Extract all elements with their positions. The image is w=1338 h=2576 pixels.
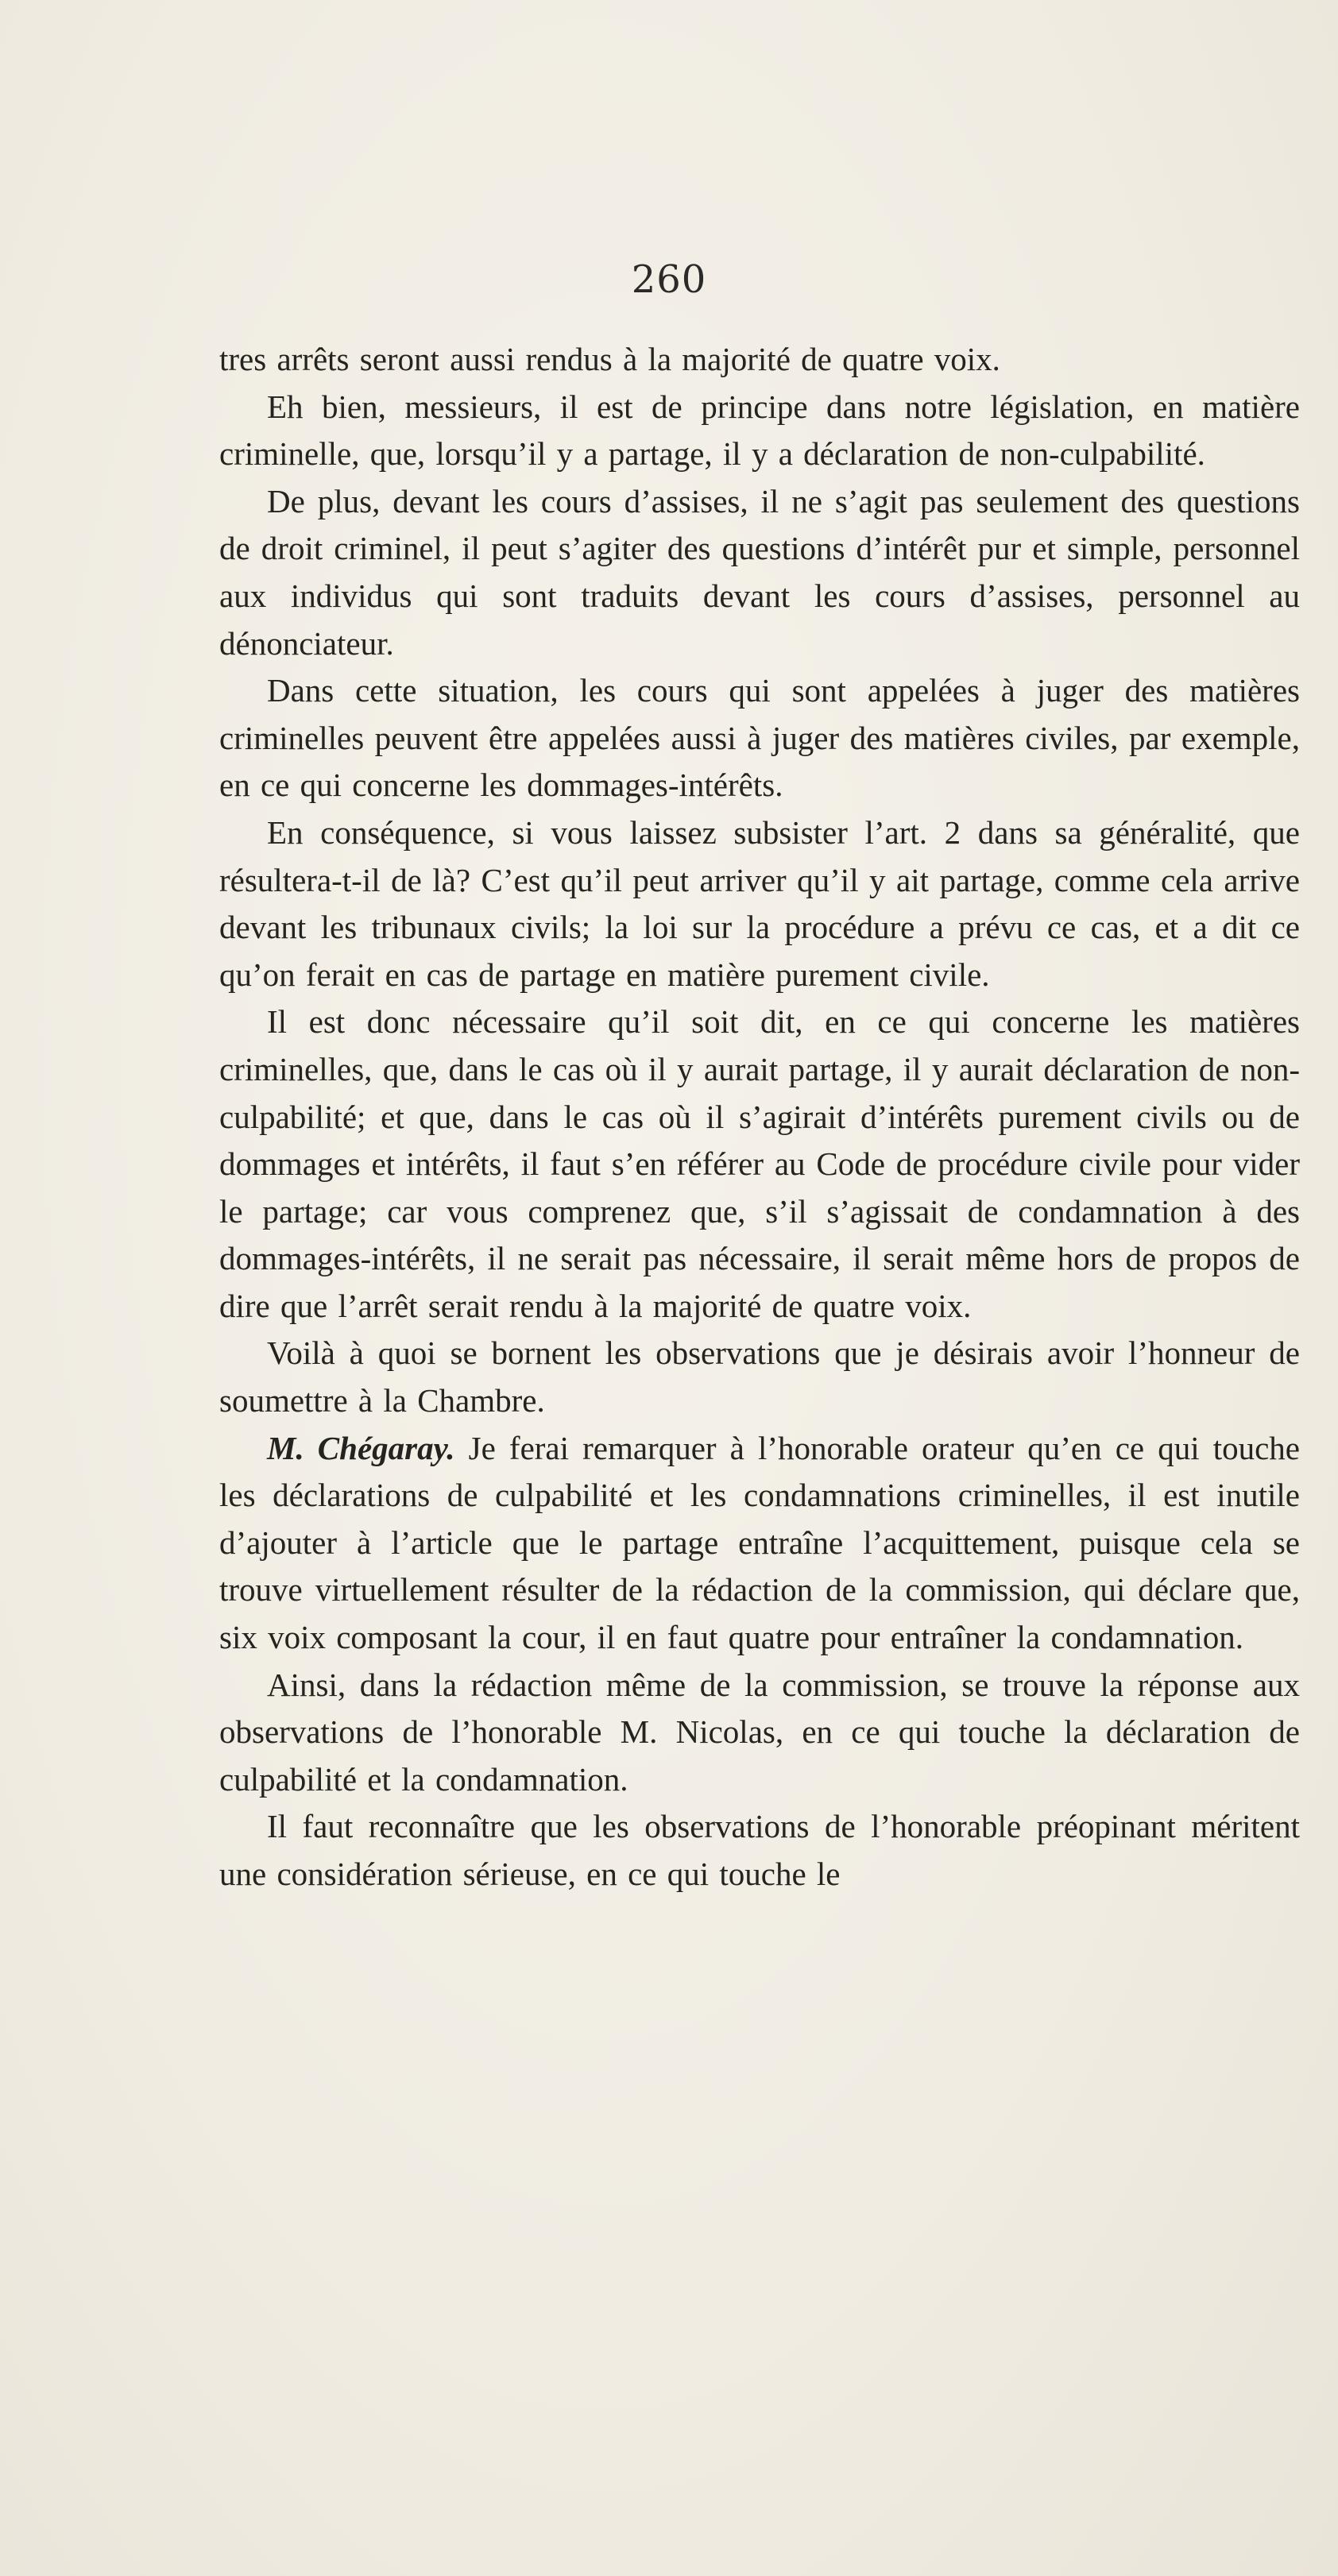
paragraph-text: Eh bien, messieurs, il est de principe dans notre législation, en matière criminelle, que, lorsqu’il y a partage, il y a déclaration de non-culpabilité. <box>219 388 1300 473</box>
paragraph <box>219 998 1300 1330</box>
page-number: 260 <box>631 257 707 302</box>
paragraph <box>219 1662 1300 1804</box>
paragraph-text: Je ferai remarquer à l’honorable orateur qu’en ce qui touche les déclarations de culpabilité et les condamnations criminelles, il est inutile d’ajouter à l’article que le partage entraîne l’acquittement, puisque cela se trouve virtuellement résulter de la rédaction de la commission, qui déclare que, six voix composant la cour, il en faut quatre pour entraîner la condamnation. <box>219 1429 1301 1656</box>
paragraph <box>219 336 1300 384</box>
paragraph-text: Ainsi, dans la rédaction même de la commission, se trouve la réponse aux observations de l’honorable M. Nicolas, en ce qui touche la déclaration de culpabilité et la condamnation. <box>219 1666 1300 1798</box>
paragraph <box>219 667 1300 809</box>
paragraph-text: Il faut reconnaître que les observations de l’honorable préopinant méritent une considération sérieuse, en ce qui touche le <box>219 1808 1300 1892</box>
paragraph <box>219 809 1300 998</box>
paragraph <box>219 384 1300 478</box>
paragraph <box>219 1425 1300 1662</box>
paragraph-text: Il est donc nécessaire qu’il soit dit, en ce qui concerne les matières criminelles, que, dans le cas où il y aurait partage, il y aurait déclaration de non-culpabilité; et que, dans le cas où il s’agirait d’intérêts purement civils ou de dommages et intérêts, il faut s’en référer au Code de procédure civile pour vider le partage; car vous comprenez que, s’il s’agissait de condamnation à des dommages-intérêts, il ne serait pas nécessaire, il serait même hors de propos de dire que l’arrêt serait rendu à la majorité de quatre voix. <box>219 1003 1300 1324</box>
speaker-name: M. Chégaray. <box>267 1429 455 1466</box>
paragraph-text: En conséquence, si vous laissez subsister l’art. 2 dans sa généralité, que résultera-t-il de là? C’est qu’il peut arriver qu’il y ait partage, comme cela arrive devant les tribunaux civils; la loi sur la procédure a prévu ce cas, et a dit ce qu’on ferait en cas de partage en matière purement civile. <box>219 813 1300 993</box>
paragraph-text: Dans cette situation, les cours qui sont appelées à juger des matières criminelles peuvent être appelées aussi à juger des matières civiles, par exemple, en ce qui concerne les dommages-intérêts. <box>219 672 1300 804</box>
paragraph-text: De plus, devant les cours d’assises, il ne s’agit pas seulement des questions de droit criminel, il peut s’agiter des questions d’intérêt pur et simple, personnel aux individus qui sont traduits devant les cours d’assises, personnel au dénonciateur. <box>219 482 1300 662</box>
paragraph <box>219 1803 1300 1898</box>
body-text <box>219 336 1300 1898</box>
paragraph-text: tres arrêts seront aussi rendus à la majorité de quatre voix. <box>219 341 1000 377</box>
paragraph-text: Voilà à quoi se bornent les observations que je désirais avoir l’honneur de soumettre à la Chambre. <box>219 1334 1300 1419</box>
paragraph <box>219 478 1300 667</box>
paragraph <box>219 1330 1300 1424</box>
